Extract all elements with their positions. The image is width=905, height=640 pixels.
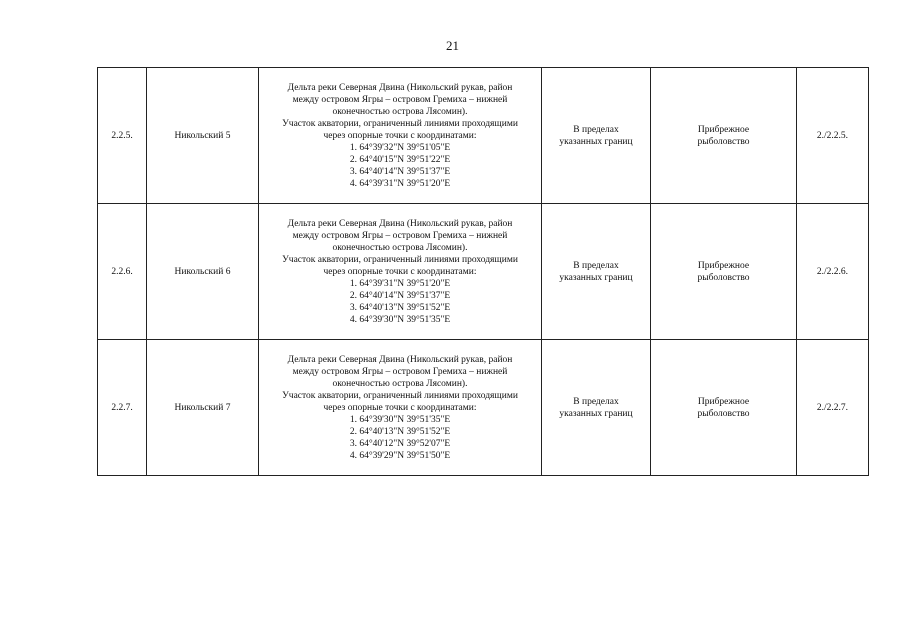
fishing-areas-table: [97, 67, 869, 476]
page-number: 21: [446, 38, 459, 53]
row-number-cell: 2.2.6.: [98, 204, 147, 340]
boundaries-cell: В пределах указанных границ: [542, 204, 651, 340]
area-description-text: Дельта реки Северная Двина (Никольский рукав, район между островом Ягры – островом Гремиха – нижней оконечностью острова Лясомин). Участок акватории, ограниченный линиями проходящими через опорные точки с координатами: 1. 64°39'32"N 39°51'05"E 2. 64°40'15"N 39°51'22"E 3. 64°40'14"N 39°51'37"E 4. 64°39'31"N 39°51'20"E: [282, 82, 518, 189]
code-cell: 2./2.2.7.: [797, 340, 869, 476]
use-type-cell: Прибрежное рыболовство: [651, 340, 797, 476]
area-description-cell: [259, 204, 542, 340]
code-cell: 2./2.2.5.: [797, 68, 869, 204]
area-name-cell: Никольский 7: [147, 340, 259, 476]
code-cell: 2./2.2.6.: [797, 204, 869, 340]
boundaries-cell: В пределах указанных границ: [542, 68, 651, 204]
table-row: [98, 340, 869, 476]
area-description-cell: [259, 340, 542, 476]
area-name-cell: Никольский 6: [147, 204, 259, 340]
area-description-text: Дельта реки Северная Двина (Никольский рукав, район между островом Ягры – островом Гремиха – нижней оконечностью острова Лясомин). Участок акватории, ограниченный линиями проходящими через опорные точки с координатами: 1. 64°39'31"N 39°51'20"E 2. 64°40'14"N 39°51'37"E 3. 64°40'13"N 39°51'52"E 4. 64°39'30"N 39°51'35"E: [282, 218, 518, 325]
boundaries-cell: В пределах указанных границ: [542, 340, 651, 476]
row-number-cell: 2.2.5.: [98, 68, 147, 204]
area-name-cell: Никольский 5: [147, 68, 259, 204]
table-row: [98, 68, 869, 204]
table-row: [98, 204, 869, 340]
area-description-text: Дельта реки Северная Двина (Никольский рукав, район между островом Ягры – островом Гремиха – нижней оконечностью острова Лясомин). Участок акватории, ограниченный линиями проходящими через опорные точки с координатами: 1. 64°39'30"N 39°51'35"E 2. 64°40'13"N 39°51'52"E 3. 64°40'12"N 39°52'07"E 4. 64°39'29"N 39°51'50"E: [282, 354, 518, 461]
row-number-cell: 2.2.7.: [98, 340, 147, 476]
area-description-cell: [259, 68, 542, 204]
use-type-cell: Прибрежное рыболовство: [651, 204, 797, 340]
use-type-cell: Прибрежное рыболовство: [651, 68, 797, 204]
